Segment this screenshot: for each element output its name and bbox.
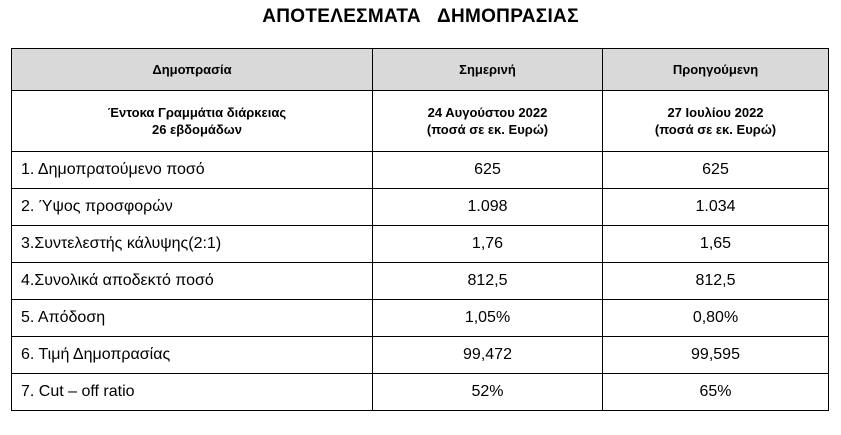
table-row: [12, 189, 829, 226]
row-previous-value: 1.034: [603, 189, 829, 226]
row-previous-value: 1,65: [603, 226, 829, 263]
row-previous-value: 99,595: [603, 337, 829, 374]
instrument-duration: 26 εβδομάδων: [151, 122, 243, 137]
row-current-value: 1,05%: [373, 300, 603, 337]
table-row: [12, 263, 829, 300]
row-current-value: 99,472: [373, 337, 603, 374]
row-current-value: 1,76: [373, 226, 603, 263]
subheader-current: [373, 91, 603, 152]
current-date: 24 Αυγούστου 2022: [427, 105, 548, 120]
row-previous-value: 625: [603, 152, 829, 189]
previous-units: (ποσά σε εκ. Ευρώ): [654, 122, 777, 137]
header-auction: Δημοπρασία: [12, 49, 373, 91]
header-previous: Προηγούμενη: [603, 49, 829, 91]
table-row: [12, 337, 829, 374]
auction-results-table: [11, 48, 829, 411]
subheader-previous: [603, 91, 829, 152]
table-subheader-row: [12, 91, 829, 152]
table-row: [12, 374, 829, 411]
row-label: 6. Τιμή Δημοπρασίας: [12, 337, 373, 374]
row-current-value: 625: [373, 152, 603, 189]
row-previous-value: 65%: [603, 374, 829, 411]
row-current-value: 52%: [373, 374, 603, 411]
table-row: [12, 152, 829, 189]
row-label: 4.Συνολικά αποδεκτό ποσό: [12, 263, 373, 300]
previous-date: 27 Ιουλίου 2022: [667, 105, 764, 120]
row-current-value: 1.098: [373, 189, 603, 226]
instrument-name: Έντοκα Γραμμάτια διάρκειας: [107, 105, 287, 120]
row-label: 5. Απόδοση: [12, 300, 373, 337]
row-label: 3.Συντελεστής κάλυψης(2:1): [12, 226, 373, 263]
table-row: [12, 300, 829, 337]
table-header-row: [12, 49, 829, 91]
row-current-value: 812,5: [373, 263, 603, 300]
current-units: (ποσά σε εκ. Ευρώ): [426, 122, 549, 137]
row-label: 2. Ύψος προσφορών: [12, 189, 373, 226]
subheader-instrument: [12, 91, 373, 152]
row-label: 7. Cut – off ratio: [12, 374, 373, 411]
table-row: [12, 226, 829, 263]
row-previous-value: 0,80%: [603, 300, 829, 337]
header-current: Σημερινή: [373, 49, 603, 91]
row-previous-value: 812,5: [603, 263, 829, 300]
row-label: 1. Δημοπρατούμενο ποσό: [12, 152, 373, 189]
page-title: ΑΠΟΤΕΛΕΣΜΑΤΑ ΔΗΜΟΠΡΑΣΙΑΣ: [262, 6, 579, 27]
